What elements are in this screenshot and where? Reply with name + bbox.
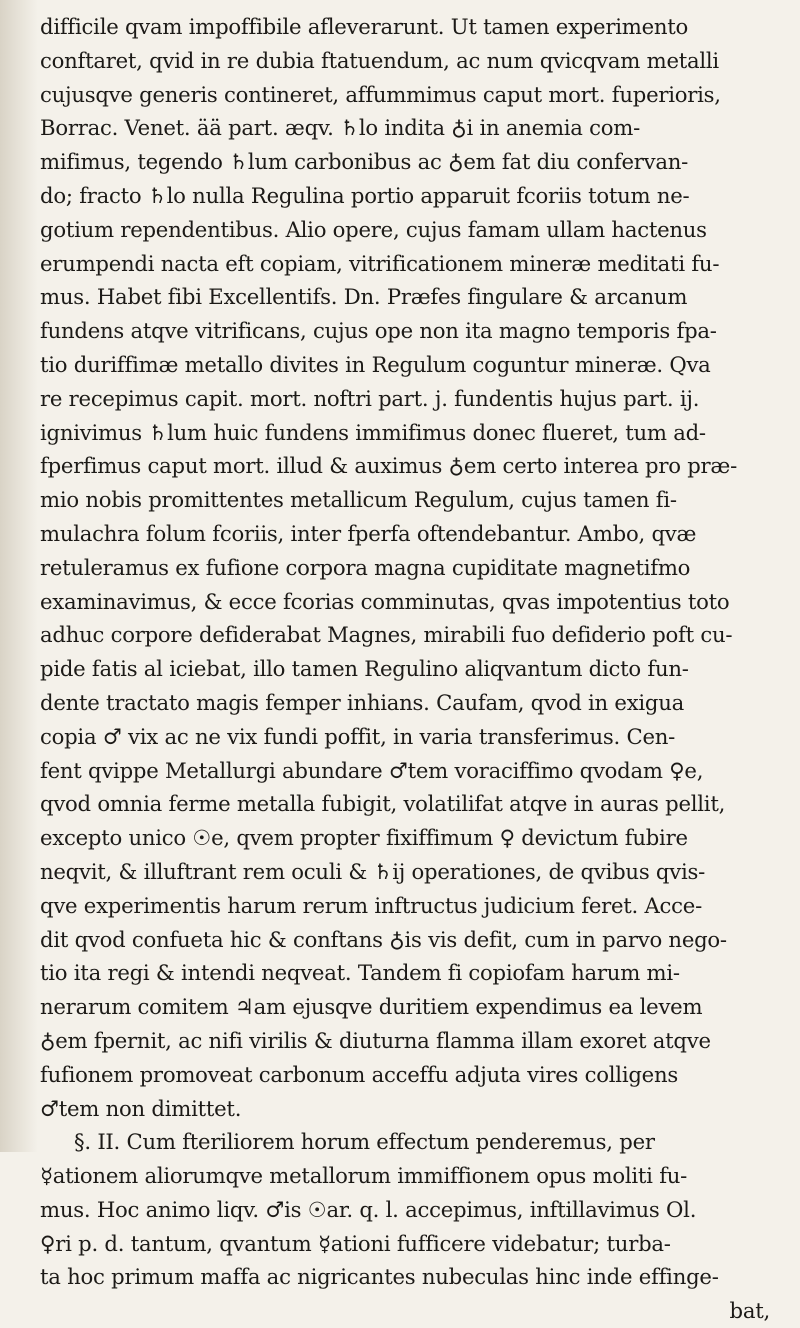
- text-line: bat,: [729, 1298, 770, 1324]
- text-line: copia ♂ vix ac ne vix fundi poffit, in varia transferimus. Cen-: [40, 723, 676, 749]
- text-line: qve experimentis harum rerum inftructus judicium feret. Acce-: [40, 892, 702, 918]
- text-line: conftaret, qvid in re dubia ftatuendum, ac num qvicqvam metalli: [40, 47, 719, 73]
- text-line: ♂tem non dimittet.: [40, 1095, 242, 1121]
- text-line: ♁em fpernit, ac nifi virilis & diuturna flamma illam exoret atqve: [40, 1027, 711, 1053]
- text-line: ta hoc primum maffa ac nigricantes nubeculas hinc inde effinge-: [40, 1264, 719, 1290]
- text-line: dente tractato magis femper inhians. Caufam, qvod in exigua: [40, 689, 685, 715]
- text-line: re recepimus capit. mort. noftri part. j. fundentis hujus part. ij.: [40, 385, 700, 411]
- text-line: examinavimus, & ecce fcorias comminutas, qvas impotentius toto: [40, 588, 730, 614]
- text-line: mifimus, tegendo ♄lum carbonibus ac ♁em fat diu confervan-: [40, 149, 689, 175]
- text-line: fperfimus caput mort. illud & auximus ♁em certo interea pro præ-: [40, 453, 738, 479]
- text-line: pide fatis al iciebat, illo tamen Regulino aliqvantum dicto fun-: [40, 656, 689, 682]
- text-line: tio duriffimæ metallo divites in Regulum coguntur mineræ. Qva: [40, 351, 711, 377]
- text-block: [40, 10, 776, 1328]
- text-line: qvod omnia ferme metalla fubigit, volatilifat atqve in auras pellit,: [40, 791, 726, 817]
- text-line: ignivimus ♄lum huic fundens immifimus donec flueret, tum ad-: [40, 419, 706, 445]
- text-line: gotium rependentibus. Alio opere, cujus famam ullam hactenus: [40, 216, 707, 242]
- text-line: retuleramus ex fufione corpora magna cupiditate magnetifmo: [40, 554, 691, 580]
- text-line: cujusqve generis contineret, affummimus caput mort. fuperioris,: [40, 81, 721, 107]
- section-heading-line: §. II. Cum fteriliorem horum effectum penderemus, per: [74, 1129, 655, 1155]
- text-line: do; fracto ♄lo nulla Regulina portio apparuit fcoriis totum ne-: [40, 182, 690, 208]
- paragraph-2: [40, 1125, 776, 1328]
- text-line: fent qvippe Metallurgi abundare ♂tem voraciffimo qvodam ♀e,: [40, 757, 704, 783]
- text-line: mus. Hoc animo liqv. ♂is ☉ar. q. l. accepimus, inftillavimus Ol.: [40, 1196, 697, 1222]
- text-line: nerarum comitem ♃am ejusqve duritiem expendimus ea levem: [40, 994, 703, 1020]
- text-line: neqvit, & illuftrant rem oculi & ♄ij operationes, de qvibus qvis-: [40, 858, 706, 884]
- text-line: excepto unico ☉e, qvem propter fixiffimum ♀ devictum fubire: [40, 825, 688, 851]
- text-line: dit qvod confueta hic & conftans ♁is vis defit, cum in parvo nego-: [40, 926, 727, 952]
- text-line: fufionem promoveat carbonum acceffu adjuta vires colligens: [40, 1061, 678, 1087]
- text-line: mus. Habet fibi Excellentifs. Dn. Præfes fingulare & arcanum: [40, 284, 688, 310]
- text-line: erumpendi nacta eft copiam, vitrificationem mineræ meditati fu-: [40, 250, 720, 276]
- text-line: mulachra folum fcoriis, inter fperfa oftendebantur. Ambo, qvæ: [40, 520, 697, 546]
- text-line: adhuc corpore defiderabat Magnes, mirabili fuo defiderio poft cu-: [40, 622, 733, 648]
- text-line: fundens atqve vitrificans, cujus ope non ita magno temporis fpa-: [40, 318, 717, 344]
- text-line: ☿ationem aliorumqve metallorum immiffionem opus moliti fu-: [40, 1163, 688, 1189]
- text-line: Borrac. Venet. ää part. æqv. ♄lo indita ♁i in anemia com-: [40, 115, 641, 141]
- text-line: tio ita regi & intendi neqveat. Tandem fi copiofam harum mi-: [40, 960, 680, 986]
- text-line: mio nobis promittentes metallicum Regulum, cujus tamen fi-: [40, 487, 677, 513]
- text-line: ♀ri p. d. tantum, qvantum ☿ationi fufficere videbatur; turba-: [40, 1230, 671, 1256]
- paragraph-1: [40, 10, 776, 1125]
- text-line: difficile qvam impoffibile afleverarunt. Ut tamen experimento: [40, 14, 689, 39]
